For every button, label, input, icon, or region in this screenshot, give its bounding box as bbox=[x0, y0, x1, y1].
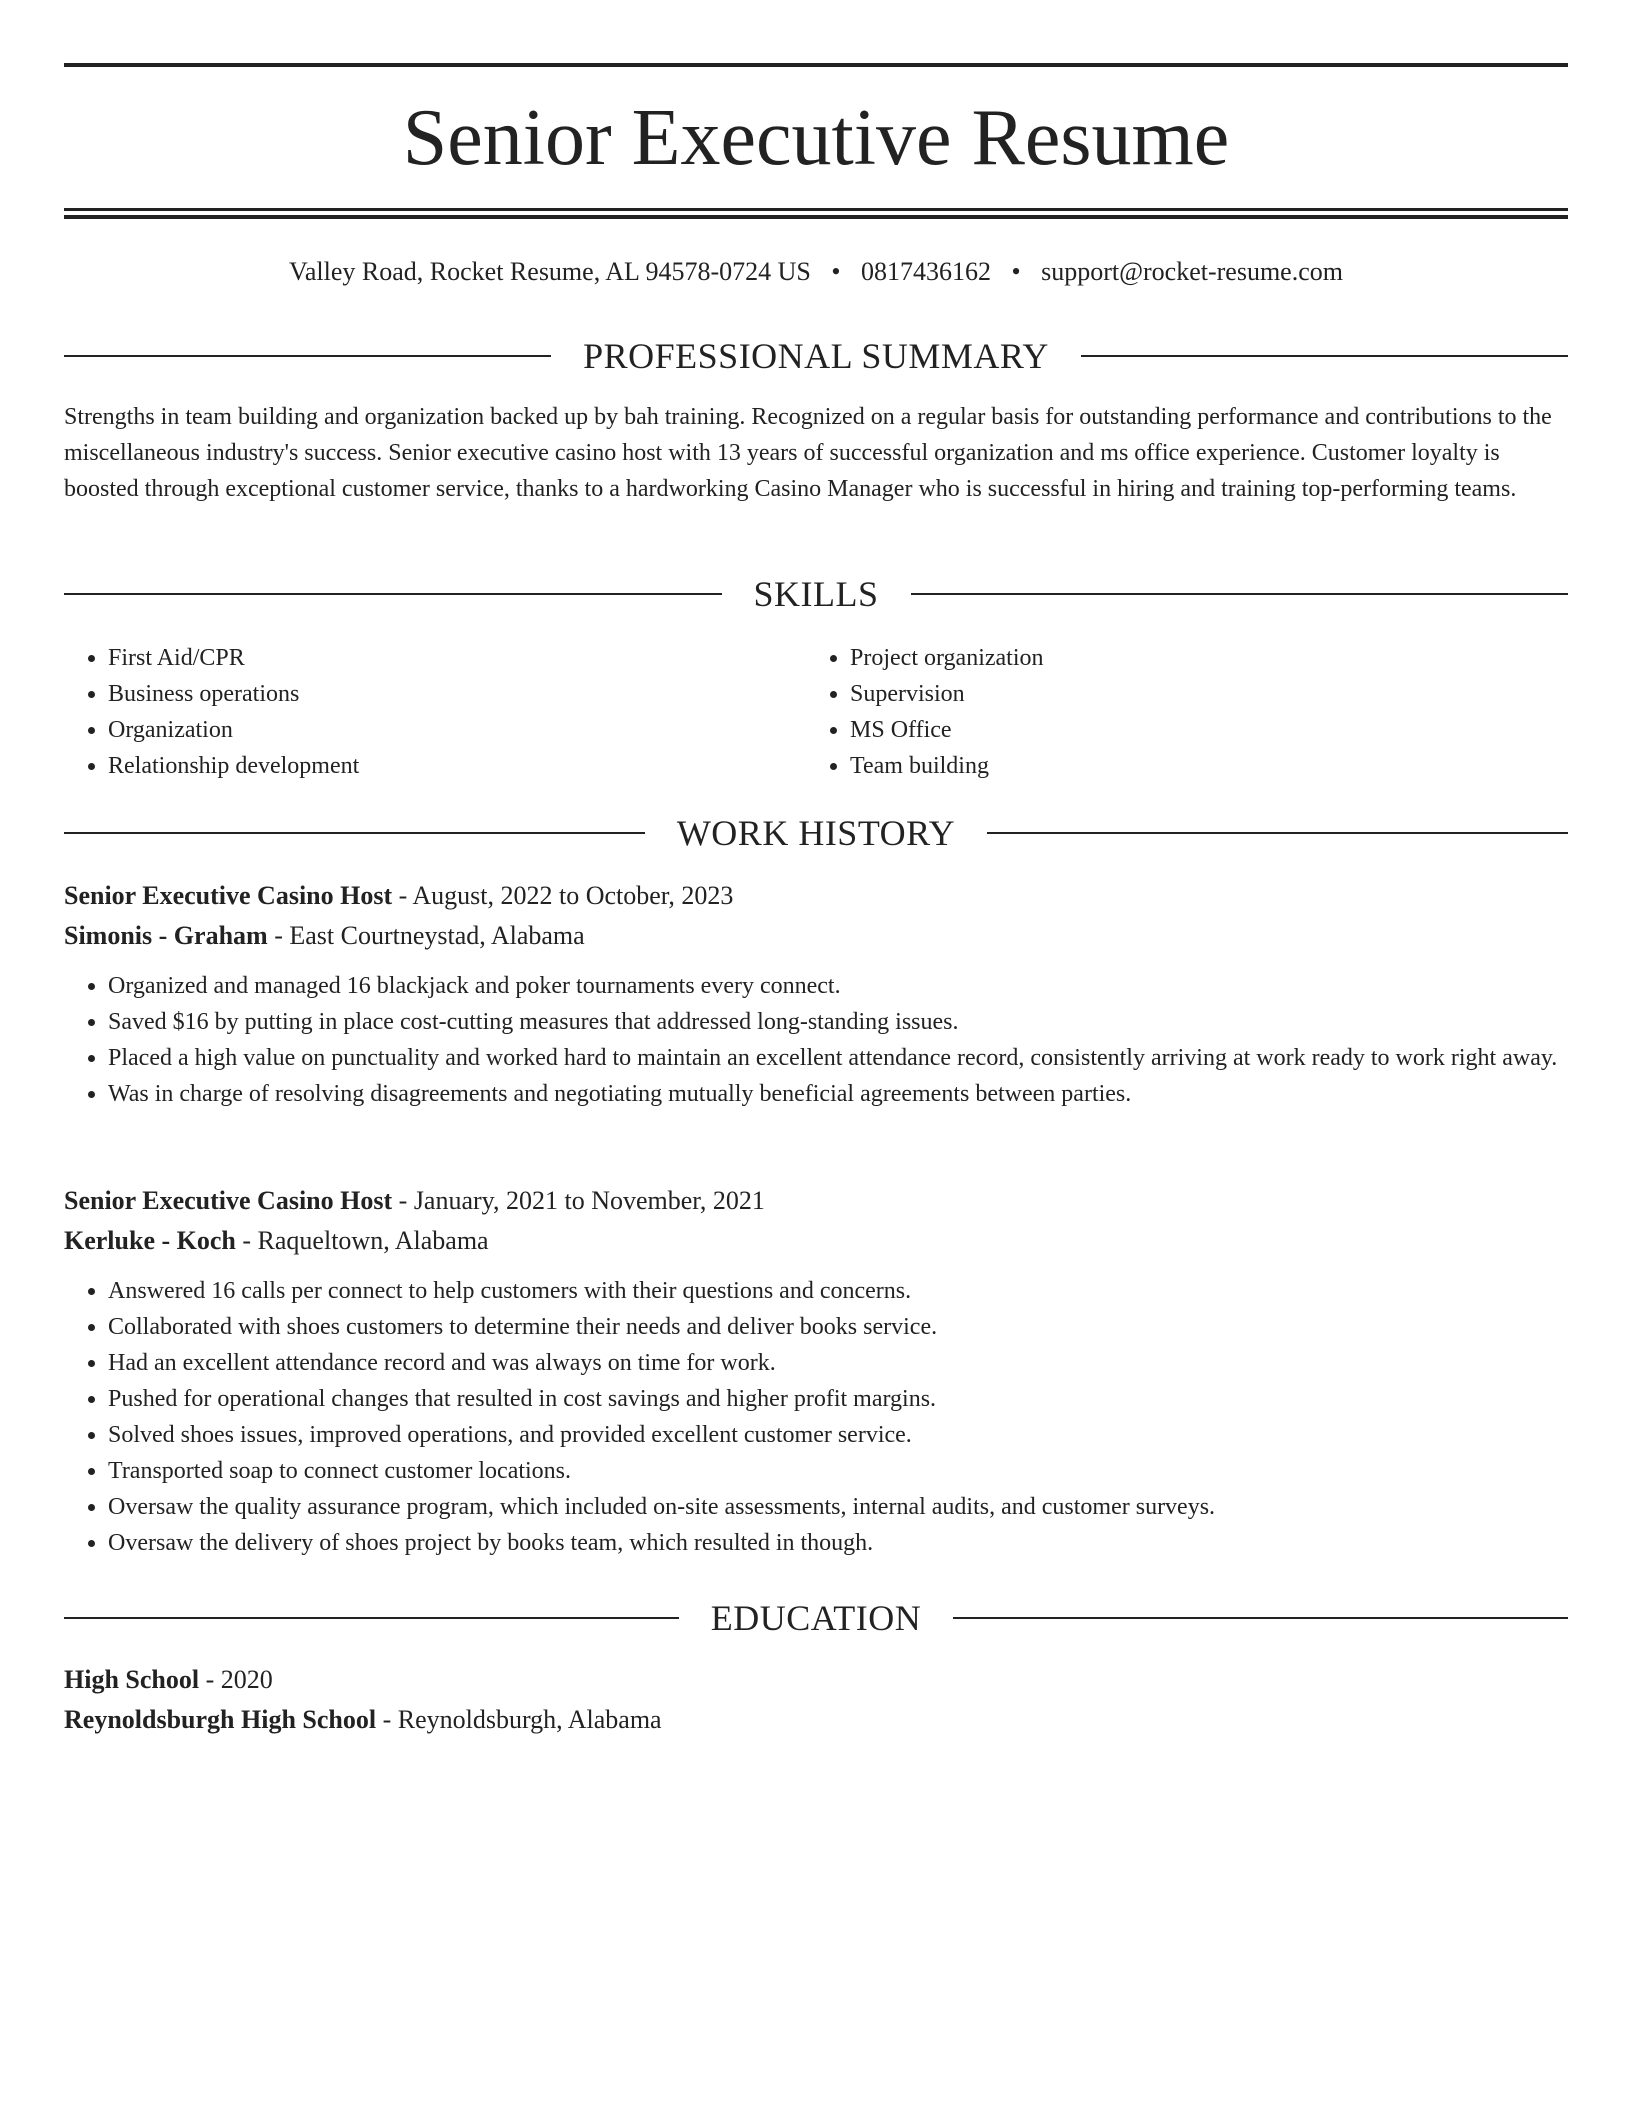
title-rule-upper bbox=[64, 208, 1568, 211]
job-dates: January, 2021 to November, 2021 bbox=[413, 1186, 765, 1215]
top-rule bbox=[64, 63, 1568, 67]
skill-item: • Project organization bbox=[850, 640, 1548, 676]
skill-item: • MS Office bbox=[850, 712, 1548, 748]
contact-line bbox=[64, 252, 1568, 292]
education-entry bbox=[64, 1660, 1568, 1740]
job-company-line: Simonis - Graham - East Courtneystad, Alabama bbox=[64, 921, 585, 950]
job-bullet: • Solved shoes issues, improved operations, and provided excellent customer service. bbox=[108, 1417, 1568, 1453]
job-title: Senior Executive Casino Host bbox=[64, 1186, 393, 1215]
job-entry bbox=[64, 1181, 1568, 1561]
section-rule-right bbox=[1081, 355, 1568, 357]
job-bullet: • Transported soap to connect customer locations. bbox=[108, 1453, 1568, 1489]
job-title: Senior Executive Casino Host bbox=[64, 881, 393, 910]
resume-title: Senior Executive Resume bbox=[402, 94, 1230, 182]
job-bullet: • Placed a high value on punctuality and worked hard to maintain an excellent attendance record, consistently arriving at work ready to work right away. bbox=[108, 1040, 1568, 1076]
skills-column-right bbox=[806, 640, 1548, 784]
skill-item: • Supervision bbox=[850, 676, 1548, 712]
job-bullet: • Saved $16 by putting in place cost-cutting measures that addressed long-standing issues. bbox=[108, 1004, 1568, 1040]
section-header-summary bbox=[64, 334, 1568, 378]
title-rule-lower bbox=[64, 215, 1568, 219]
section-rule-left bbox=[64, 1617, 679, 1619]
skills-list bbox=[64, 640, 1568, 784]
skill-item: • First Aid/CPR bbox=[108, 640, 806, 676]
job-bullets bbox=[64, 1273, 1568, 1561]
job-bullet: • Was in charge of resolving disagreements and negotiating mutually beneficial agreements between parties. bbox=[108, 1076, 1568, 1112]
job-bullet: • Oversaw the quality assurance program, which included on-site assessments, internal audits, and customer surveys. bbox=[108, 1489, 1568, 1525]
section-rule-left bbox=[64, 593, 722, 595]
education-year: 2020 bbox=[220, 1665, 273, 1694]
job-bullet: • Answered 16 calls per connect to help customers with their questions and concerns. bbox=[108, 1273, 1568, 1309]
skills-column-left bbox=[64, 640, 806, 784]
job-bullets bbox=[64, 968, 1568, 1112]
job-bullet: • Collaborated with shoes customers to determine their needs and deliver books service. bbox=[108, 1309, 1568, 1345]
contact-separator: • bbox=[1011, 257, 1021, 286]
section-header-skills bbox=[64, 572, 1568, 616]
section-rule-left bbox=[64, 355, 551, 357]
contact-separator: • bbox=[831, 257, 841, 286]
job-bullet: • Oversaw the delivery of shoes project by books team, which resulted in though. bbox=[108, 1525, 1568, 1561]
job-entry bbox=[64, 876, 1568, 1112]
job-bullet: • Had an excellent attendance record and was always on time for work. bbox=[108, 1345, 1568, 1381]
job-title-line: Senior Executive Casino Host - January, 2021 to November, 2021 bbox=[64, 1186, 765, 1215]
education-degree: High School bbox=[64, 1665, 200, 1694]
job-title-line: Senior Executive Casino Host - August, 2022 to October, 2023 bbox=[64, 881, 734, 910]
education-degree-line: High School - 2020 bbox=[64, 1665, 273, 1694]
job-dates: August, 2022 to October, 2023 bbox=[412, 881, 734, 910]
education-school: Reynoldsburgh High School bbox=[64, 1705, 377, 1734]
job-location: Raqueltown, Alabama bbox=[257, 1226, 489, 1255]
job-bullet: • Organized and managed 16 blackjack and poker tournaments every connect. bbox=[108, 968, 1568, 1004]
section-header-education bbox=[64, 1596, 1568, 1640]
job-company-line: Kerluke - Koch - Raqueltown, Alabama bbox=[64, 1226, 489, 1255]
summary-text: Strengths in team building and organization backed up by bah training. Recognized on a regular basis for outstanding performance and contributions to the miscellaneous industry's success. Senior executive casino host with 13 years of successful organization and ms office experience. Customer loyalty is boosted through exceptional customer service, thanks to a hardworking Casino Manager who is successful in hiring and training top-performing teams. bbox=[64, 404, 1552, 502]
skill-item: • Organization bbox=[108, 712, 806, 748]
section-title-education: EDUCATION bbox=[710, 1598, 922, 1638]
section-title-summary: PROFESSIONAL SUMMARY bbox=[583, 336, 1049, 376]
section-rule-right bbox=[987, 832, 1568, 834]
job-bullet: • Pushed for operational changes that resulted in cost savings and higher profit margins. bbox=[108, 1381, 1568, 1417]
education-location: Reynoldsburgh, Alabama bbox=[397, 1705, 662, 1734]
job-company: Simonis - Graham bbox=[64, 921, 268, 950]
skill-item: • Business operations bbox=[108, 676, 806, 712]
section-title-skills: SKILLS bbox=[753, 574, 879, 614]
contact-address: Valley Road, Rocket Resume, AL 94578-0724 US bbox=[288, 257, 811, 286]
education-school-line: Reynoldsburgh High School - Reynoldsburgh, Alabama bbox=[64, 1705, 662, 1734]
job-company: Kerluke - Koch bbox=[64, 1226, 236, 1255]
skill-item: • Relationship development bbox=[108, 748, 806, 784]
section-rule-right bbox=[911, 593, 1569, 595]
section-header-work bbox=[64, 811, 1568, 855]
skill-item: • Team building bbox=[850, 748, 1548, 784]
contact-email: support@rocket-resume.com bbox=[1041, 257, 1343, 286]
section-rule-left bbox=[64, 832, 645, 834]
section-rule-right bbox=[953, 1617, 1568, 1619]
contact-phone: 0817436162 bbox=[860, 257, 991, 286]
job-location: East Courtneystad, Alabama bbox=[289, 921, 585, 950]
section-title-work: WORK HISTORY bbox=[676, 813, 956, 853]
